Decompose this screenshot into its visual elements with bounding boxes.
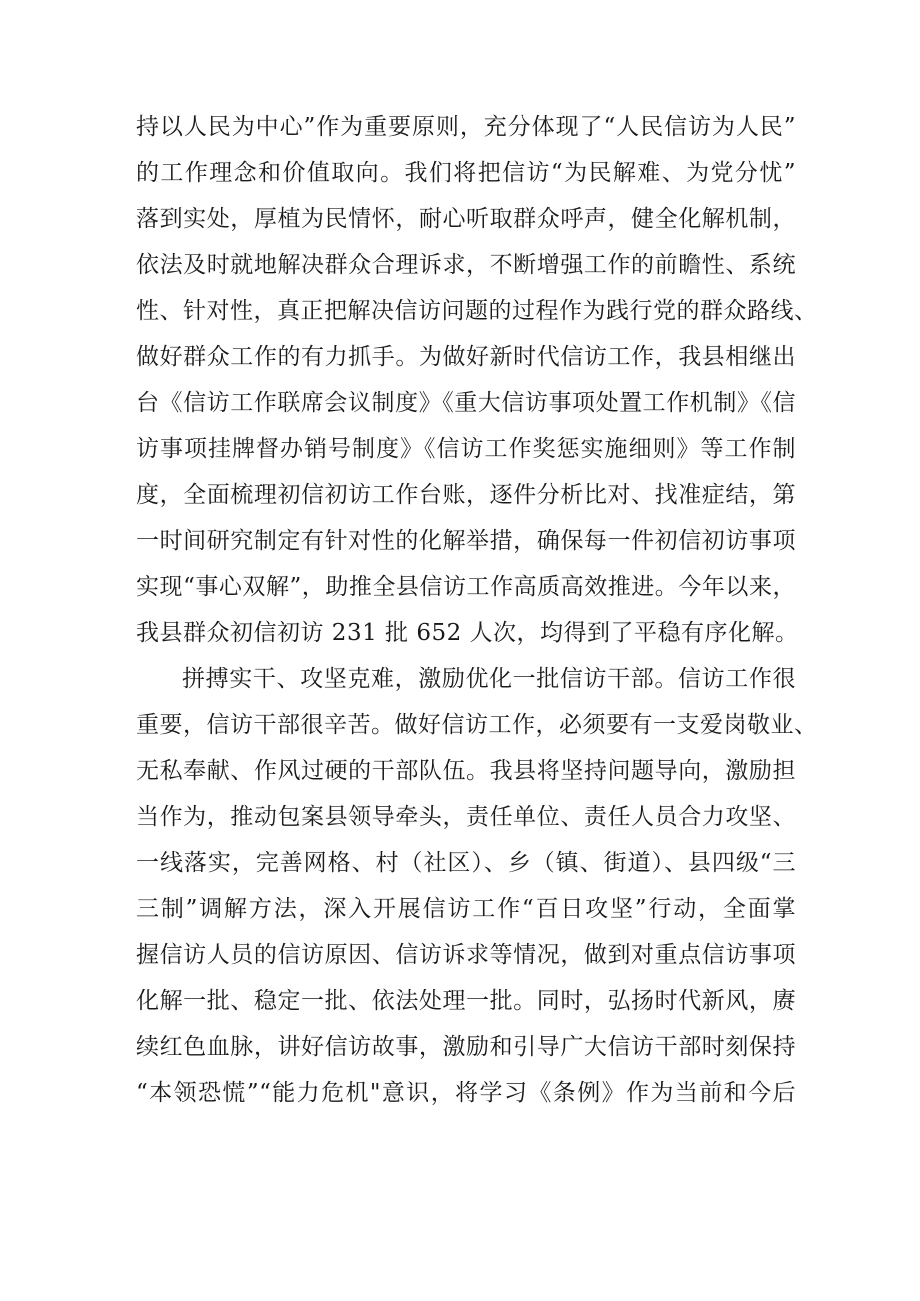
text-line: 握信访人员的信访原因、信访诉求等情况，做到对重点信访事项 (136, 942, 796, 968)
text-line: 无私奉献、作风过硬的干部队伍。我县将坚持问题导向，激励担 (136, 758, 796, 784)
text-line: 度，全面梳理初信初访工作台账，逐件分析比对、找准症结，第 (136, 482, 796, 508)
text-line: “本领恐慌”“能力危机"意识，将学习《条例》作为当前和今后 (136, 1080, 796, 1106)
text-line: 访事项挂牌督办销号制度》《信访工作奖惩实施细则》等工作制 (136, 436, 796, 462)
text-line: 一线落实，完善网格、村（社区）、乡（镇、街道）、县四级“三 (136, 850, 796, 876)
text-line: 化解一批、稳定一批、依法处理一批。同时，弘扬时代新风，赓 (136, 988, 796, 1014)
text-line: 性、针对性，真正把解决信访问题的过程作为践行党的群众路线、 (136, 298, 818, 324)
text-line: 续红色血脉，讲好信访故事，激励和引导广大信访干部时刻保持 (136, 1034, 796, 1060)
text-line: 当作为，推动包案县领导牵头，责任单位、责任人员合力攻坚、 (136, 804, 796, 830)
text-line: 一时间研究制定有针对性的化解举措，确保每一件初信初访事项 (136, 528, 796, 554)
text-line: 实现“事心双解”，助推全县信访工作高质高效推进。今年以来， (136, 574, 796, 600)
text-line: 重要，信访干部很辛苦。做好信访工作，必须要有一支爱岗敬业、 (136, 712, 818, 738)
text-line: 落到实处，厚植为民情怀，耐心听取群众呼声，健全化解机制， (136, 206, 796, 232)
text-line: 做好群众工作的有力抓手。为做好新时代信访工作，我县相继出 (136, 344, 796, 370)
paragraph-first-line: 拼搏实干、攻坚克难，激励优化一批信访干部。信访工作很 (182, 666, 796, 692)
text-line: 台《信访工作联席会议制度》《重大信访事项处置工作机制》《信 (136, 390, 796, 416)
text-line: 依法及时就地解决群众合理诉求，不断增强工作的前瞻性、系统 (136, 252, 796, 278)
text-line: 三制”调解方法，深入开展信访工作“百日攻坚”行动，全面掌 (136, 896, 796, 922)
text-line: 持以人民为中心”作为重要原则，充分体现了“人民信访为人民” (136, 114, 796, 140)
document-body (136, 104, 818, 1116)
text-line: 的工作理念和价值取向。我们将把信访“为民解难、为党分忧” (136, 160, 796, 186)
text-line: 我县群众初信初访 231 批 652 人次，均得到了平稳有序化解。 (136, 620, 799, 646)
